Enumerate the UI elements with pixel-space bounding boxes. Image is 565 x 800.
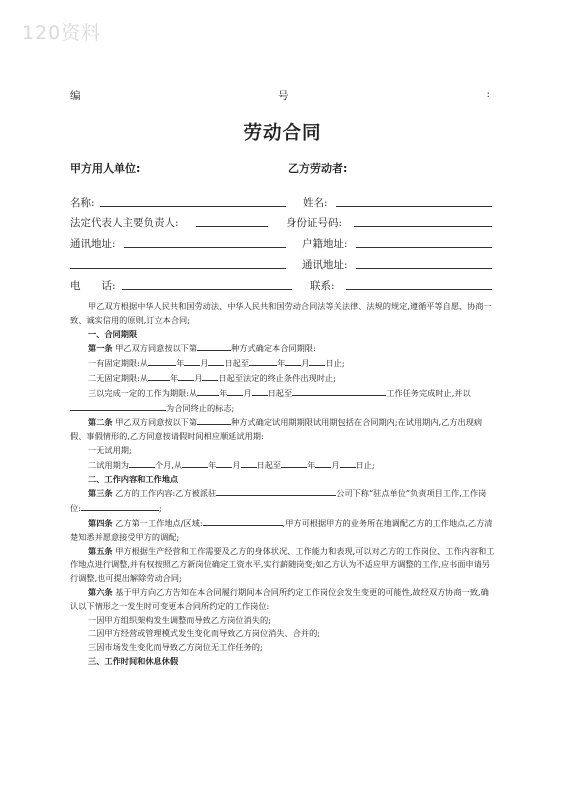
field-surname-blank[interactable] [336,195,492,207]
field-name-label: 名称: [70,197,95,209]
section-3-heading: 三、工作时间和休息休假 [88,655,179,666]
serial-label-1: 编 [70,90,81,102]
article-2-option-1: 一无试用期; [88,444,132,455]
field-contact-blank[interactable] [346,278,492,290]
section-1-heading: 一、合同期限 [88,328,138,339]
field-address-a-extra-blank[interactable] [70,257,286,269]
field-phone-label: 电 话: [70,280,116,292]
serial-label-2: 号 [278,90,289,102]
field-surname-label: 姓名: [303,197,328,209]
contract-body [70,300,495,669]
article-1: 第一条 甲乙双方同意按以下第 种方式确定本合同期限: [88,343,316,354]
field-legal-rep-blank[interactable] [196,215,268,227]
article-2: 第二条 甲乙双方同意按以下第 种方式确定试用期期限试用期包括在合同期内;在试用期内,乙方出现病假、事假情形的,乙方同意按请假时间相应顺延试用期: [70,417,483,442]
field-household-blank[interactable] [356,236,492,248]
field-household-label: 户籍地址: [302,238,348,250]
field-row-5 [70,278,500,292]
article-4: 第四条 乙方第一工作地点/区域: ,甲方可根据甲方的业务所在地调配乙方的工作地点,乙方清楚知悉并愿意接受甲方的调配; [70,517,493,542]
field-row-3 [70,236,500,250]
article-1-option-3: 三以完成一定的工作为期限:从 年 月 日起至 工作任务完成时止,并以为合同终止的标志; [70,386,495,416]
field-address-a-blank[interactable] [124,236,286,248]
article-6-case-2: 二因甲方经营或管理模式发生变化而导致乙方岗位消失、合并的; [88,628,321,639]
article-6: 第六条 基于甲方向乙方告知在本合同履行期间本合同所约定工作岗位会发生变更的可能性,故经双方协商一致,确认以下情形之一发生时可变更本合同所约定的工作岗位: [70,586,489,611]
serial-colon: : [486,88,490,100]
field-id-label: 身份证号码: [286,217,343,229]
field-contact-label: 联系: [310,280,335,292]
document-title: 劳动合同 [243,123,322,144]
article-1-option-2: 二无固定期限:从 年 月 日起至法定的终止条件出现时止; [88,372,336,383]
section-2-heading: 二、工作内容和工作地点 [88,473,179,484]
field-address-a-label: 通讯地址: [70,238,116,250]
party-a-heading: 甲方用人单位: [70,162,141,175]
field-address-b-blank[interactable] [356,257,492,269]
article-2-option-2: 二试用期为 个月,从 年 月 日起至 年 月 日止; [88,459,375,470]
field-row-1 [70,195,500,209]
article-3: 第三条 乙方的工作内容:乙方被派驻 公司下称“驻点单位”负责项目工作,工作岗位: ; [70,488,487,514]
field-address-b-label: 通讯地址: [302,259,348,271]
intro-paragraph: 甲乙双方根据中华人民共和国劳动法、中华人民共和国劳动合同法等关法律、法规的规定,遵循平等自愿、协商一致、诚实信用的原则,订立本合同; [70,301,492,325]
article-5: 第五条 甲方根据生产经营和工作需要及乙方的身体状况、工作能力和表现,可以对乙方的工作岗位、工作内容和工作地点进行调整,并有权按照乙方新岗位确定工资水平,实行薪随岗变;如乙方认为不适应甲方调整的工作,应书面申请另行调整,也可提出解除劳动合同; [70,545,495,584]
article-6-case-3: 三因市场发生变化而导致乙方岗位无工作任务的; [88,642,263,653]
article-6-case-1: 一因甲方组织架构发生调整而导致乙方岗位消失的; [88,614,271,625]
party-b-heading: 乙方劳动者: [288,162,348,175]
watermark: 120资料 [22,22,102,44]
field-row-4 [70,257,500,271]
field-id-blank[interactable] [354,215,492,227]
field-name-blank[interactable] [100,195,286,207]
article-1-option-1: 一有固定期限:从 年 月 日起至 年 月 日止; [88,358,345,369]
field-legal-rep-label: 法定代表人主要负责人: [70,217,179,229]
field-phone-blank[interactable] [122,278,292,290]
field-row-2 [70,215,500,229]
